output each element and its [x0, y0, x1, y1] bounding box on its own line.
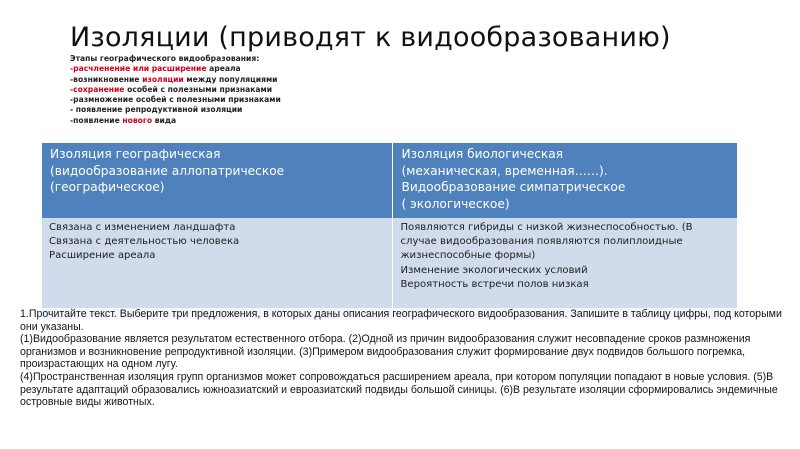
stage-line — [70, 54, 281, 64]
header-line: (механическая, временная……). — [401, 163, 608, 178]
stage-text-highlight: -сохранение — [70, 84, 125, 94]
header-biological-isolation — [393, 143, 737, 218]
cell-line: Изменение экологических условий — [400, 264, 588, 276]
cell-biological — [393, 218, 737, 319]
stage-text: особей с полезными признаками — [124, 84, 273, 94]
header-line: ( экологическое) — [401, 196, 510, 211]
stage-text: -размножение особей с полезными признаками — [70, 95, 281, 105]
stage-text: -появление — [70, 115, 123, 125]
cell-geographic — [42, 218, 393, 319]
stage-line — [70, 75, 281, 85]
stage-text: вида — [152, 115, 177, 125]
stage-text: ареала — [206, 64, 241, 74]
stage-text: между популяциями — [183, 74, 278, 84]
stage-line — [70, 64, 281, 74]
speciation-stages-list — [70, 54, 281, 126]
cell-line: Связана с изменением ландшафта — [49, 222, 236, 233]
header-line: Изоляция географическая — [50, 147, 221, 161]
header-line: Видообразование симпатрическое — [401, 180, 626, 194]
stage-line — [70, 116, 281, 126]
isolation-comparison-table — [42, 143, 737, 319]
task-text — [20, 308, 794, 409]
stage-text: Этапы географического видообразования: — [70, 54, 260, 63]
header-geographic-isolation — [42, 143, 393, 218]
stage-text: - появление репродуктивной изоляции — [70, 105, 243, 115]
task-paragraph: (4)Пространственная изоляция групп организмов может сопровождаться расширением ареала, при котором популяции попадают в новые условия. (5)В результате адаптаций образовались южноазиатский и евроазиатский подвиды большой синицы. (6)В результате изоляции сформировались эндемичные островные виды животных. — [20, 370, 778, 409]
stage-line — [70, 95, 281, 105]
stage-line — [70, 85, 281, 95]
stage-text-highlight: -расчленение или расширение — [70, 64, 207, 74]
stage-text-highlight: нового — [122, 115, 153, 125]
header-line: (географическое) — [50, 180, 165, 194]
task-paragraph: (1)Видообразование является результатом естественного отбора. (2)Одной из причин видообразования служит несовпадение сроков размножения организмов и возникновение репродуктивной изоляции. (3)Примером видообразования служит формирование двух подвидов большого погремка, произрастающих на одном лугу. — [20, 333, 751, 371]
cell-line: Появляются гибриды с низкой жизнеспособностью. (В случае видообразования появляются полиплоидные жизнеспособные формы) — [400, 222, 693, 262]
header-line: Изоляция биологическая — [401, 147, 564, 161]
header-line: (видообразование аллопатрическое — [50, 163, 285, 178]
stage-line — [70, 105, 281, 115]
stage-text-highlight: изоляции — [142, 74, 184, 84]
stage-text: -возникновение — [70, 74, 143, 84]
cell-line: Расширение ареала — [49, 250, 156, 262]
cell-line: Вероятность встречи полов низкая — [400, 278, 589, 290]
slide-title: Изоляции (приводят к видообразованию) — [70, 22, 671, 53]
task-paragraph: 1.Прочитайте текст. Выберите три предложения, в которых даны описания географического видообразования. Запишите в таблицу цифры, под которыми они указаны. — [20, 308, 782, 333]
table-header-row — [42, 143, 737, 218]
table-row — [42, 218, 737, 319]
cell-line: Связана с деятельностью человека — [49, 236, 240, 248]
